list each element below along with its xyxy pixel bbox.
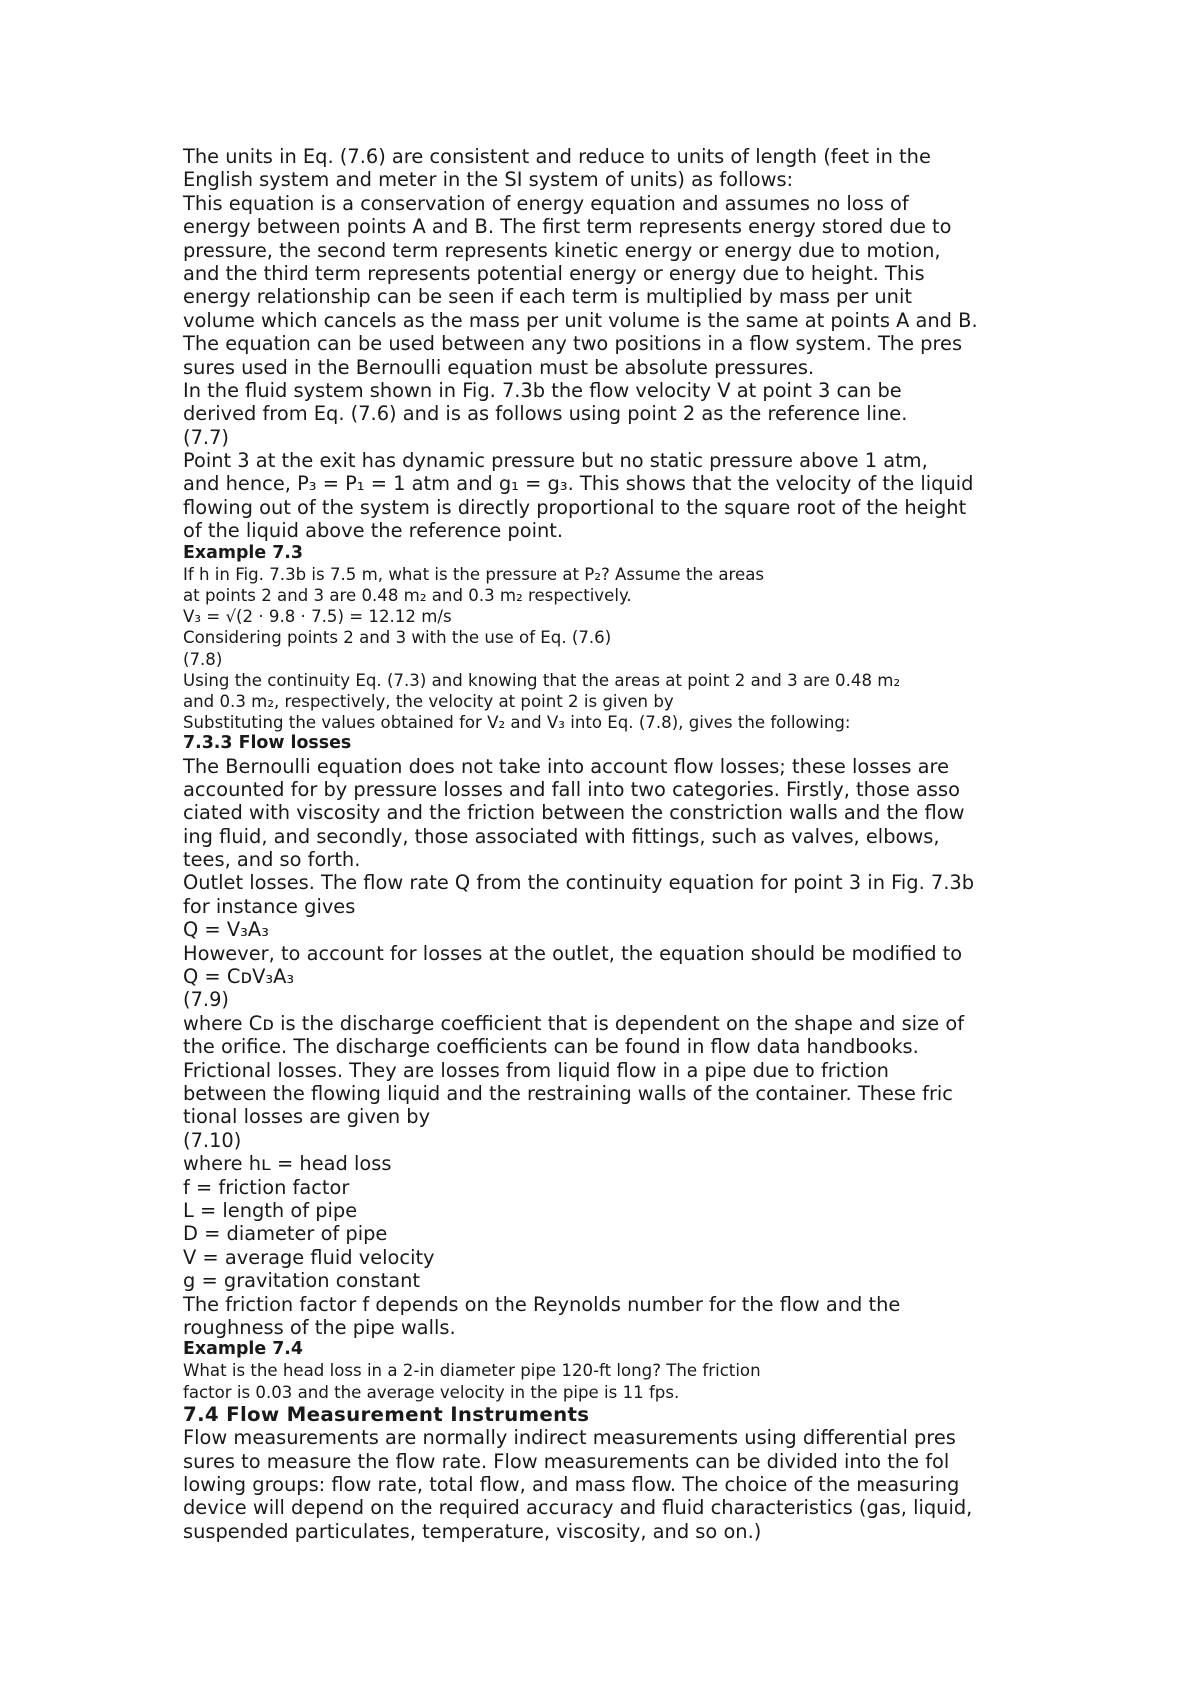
text-line: Q = CᴅV₃A₃ (183, 965, 295, 989)
text-line: (7.9) (183, 988, 229, 1012)
text-line: However, to account for losses at the outlet, the equation should be modified to (183, 941, 963, 965)
text-line: (7.7) (183, 425, 229, 449)
text-line: (7.8) (183, 649, 223, 669)
subheading: Example 7.4 (183, 1339, 304, 1360)
section-heading: 7.4 Flow Measurement Instruments (183, 1402, 590, 1426)
text-line: where hʟ = head loss (183, 1152, 392, 1176)
text-line: If h in Fig. 7.3b is 7.5 m, what is the pressure at P₂? Assume the areas (183, 564, 765, 584)
text-line: lowing groups: flow rate, total flow, and mass flow. The choice of the measuring (183, 1473, 960, 1497)
text-line: Point 3 at the exit has dynamic pressure but no static pressure above 1 atm, (183, 449, 928, 473)
text-line: (7.10) (183, 1128, 242, 1152)
text-line: pressure, the second term represents kinetic energy or energy due to motion, (183, 238, 941, 262)
text-line: volume which cancels as the mass per unit volume is the same at points A and B. (183, 308, 978, 332)
text-line: suspended particulates, temperature, viscosity, and so on.) (183, 1519, 762, 1543)
text-line: ing fluid, and secondly, those associated with fittings, such as valves, elbows, (183, 824, 940, 848)
text-line: the orifice. The discharge coefficients can be found in flow data handbooks. (183, 1035, 919, 1059)
text-line: at points 2 and 3 are 0.48 m₂ and 0.3 m₂ respectively. (183, 586, 632, 606)
text-line: L = length of pipe (183, 1198, 358, 1222)
text-line: In the fluid system shown in Fig. 7.3b the flow velocity V at point 3 can be (183, 378, 902, 402)
text-line: ciated with viscosity and the friction between the constriction walls and the flow (183, 801, 965, 825)
text-line: for instance gives (183, 894, 356, 918)
text-line: English system and meter in the SI system of units) as follows: (183, 168, 794, 192)
text-line: between the flowing liquid and the restraining walls of the container. These fric (183, 1081, 953, 1105)
text-line: and 0.3 m₂, respectively, the velocity at point 2 is given by (183, 691, 674, 711)
text-line: Q = V₃A₃ (183, 918, 269, 942)
text-line: and hence, P₃ = P₁ = 1 atm and g₁ = g₃. This shows that the velocity of the liquid (183, 472, 974, 496)
text-line: Outlet losses. The flow rate Q from the continuity equation for point 3 in Fig. 7.3b (183, 871, 975, 895)
text-line: g = gravitation constant (183, 1269, 420, 1293)
text-line: D = diameter of pipe (183, 1222, 388, 1246)
text-line: derived from Eq. (7.6) and is as follows using point 2 as the reference line. (183, 402, 908, 426)
text-line: The units in Eq. (7.6) are consistent and reduce to units of length (feet in the (183, 145, 931, 168)
text-line: energy relationship can be seen if each term is multiplied by mass per unit (183, 285, 912, 309)
text-line: energy between points A and B. The first term represents energy stored due to (183, 215, 952, 239)
document-page (183, 145, 1083, 1543)
text-line: This equation is a conservation of energy equation and assumes no loss of (183, 191, 909, 215)
text-line: sures used in the Bernoulli equation must be absolute pressures. (183, 355, 815, 379)
text-line: of the liquid above the reference point. (183, 519, 564, 543)
subheading: 7.3.3 Flow losses (183, 733, 352, 754)
text-line: Substituting the values obtained for V₂ and V₃ into Eq. (7.8), gives the following: (183, 713, 851, 733)
text-line: device will depend on the required accuracy and fluid characteristics (gas, liquid, (183, 1496, 973, 1520)
text-line: V = average fluid velocity (183, 1245, 435, 1269)
text-line: The equation can be used between any two positions in a flow system. The pres (183, 332, 963, 356)
text-line: where Cᴅ is the discharge coefficient that is dependent on the shape and size of (183, 1011, 965, 1035)
text-line: Flow measurements are normally indirect measurements using differential pres (183, 1426, 956, 1450)
text-line: The friction factor f depends on the Reynolds number for the flow and the (183, 1292, 901, 1316)
text-line: What is the head loss in a 2-in diameter pipe 120-ft long? The friction (183, 1361, 761, 1381)
text-line: Considering points 2 and 3 with the use of Eq. (7.6) (183, 628, 612, 648)
subheading: Example 7.3 (183, 542, 304, 563)
text-line: factor is 0.03 and the average velocity in the pipe is 11 fps. (183, 1382, 680, 1402)
text-line: f = friction factor (183, 1175, 350, 1199)
text-line: The Bernoulli equation does not take into account flow losses; these losses are (183, 754, 950, 778)
text-line: Using the continuity Eq. (7.3) and knowing that the areas at point 2 and 3 are 0.48 m₂ (183, 670, 901, 690)
text-line: flowing out of the system is directly proportional to the square root of the height (183, 495, 967, 519)
text-line: V₃ = √(2 · 9.8 · 7.5) = 12.12 m/s (183, 607, 452, 627)
text-line: tional losses are given by (183, 1105, 431, 1129)
text-line: roughness of the pipe walls. (183, 1315, 456, 1339)
text-line: sures to measure the flow rate. Flow measurements can be divided into the fol (183, 1449, 950, 1473)
text-line: Frictional losses. They are losses from liquid flow in a pipe due to friction (183, 1058, 889, 1082)
text-line: and the third term represents potential energy or energy due to height. This (183, 261, 925, 285)
text-line: tees, and so forth. (183, 848, 361, 872)
text-line: accounted for by pressure losses and fall into two categories. Firstly, those asso (183, 777, 960, 801)
